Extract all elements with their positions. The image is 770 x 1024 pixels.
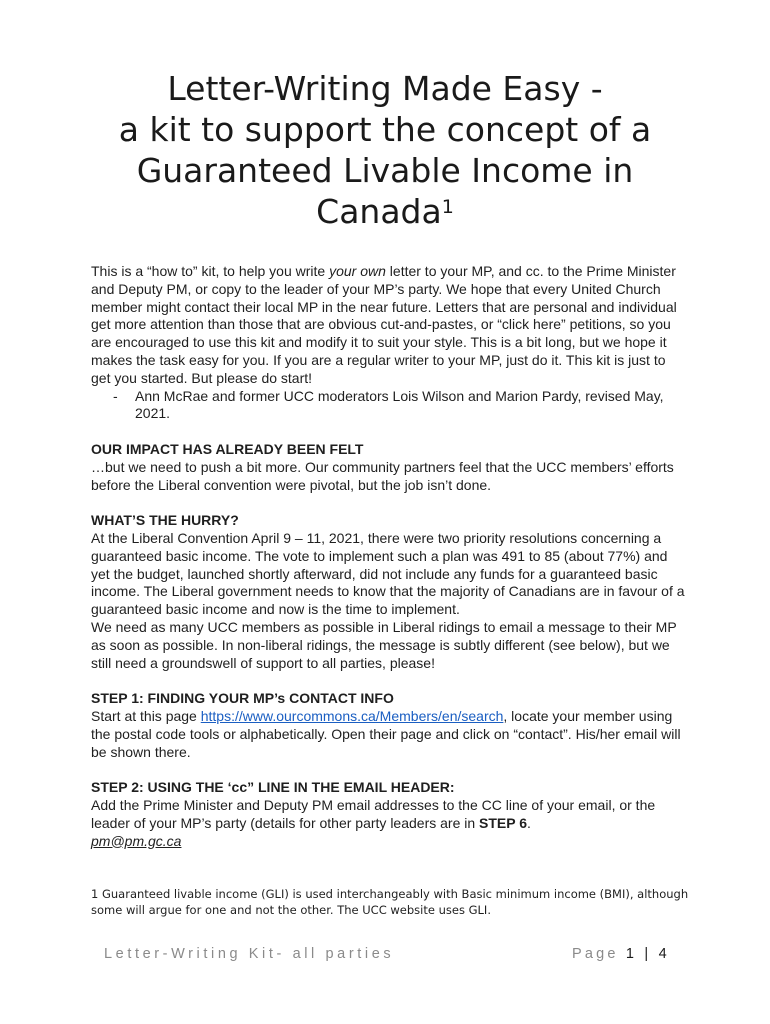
page-number: 1 | 4 bbox=[625, 946, 670, 962]
title-line-3: Guaranteed Livable Income in bbox=[136, 151, 634, 190]
step6-reference: STEP 6 bbox=[479, 814, 528, 831]
author-bullet bbox=[91, 388, 686, 424]
title-line-4: Canada bbox=[316, 192, 442, 231]
pm-email-address[interactable]: pm@pm.gc.ca bbox=[91, 832, 182, 849]
pm-email-paragraph bbox=[91, 833, 686, 851]
step1-text-before: Start at this page bbox=[91, 707, 201, 724]
intro-paragraph bbox=[91, 263, 686, 388]
step2-heading: STEP 2: USING THE ‘cc” LINE IN THE EMAIL HEADER: bbox=[91, 779, 455, 796]
impact-text: …but we need to push a bit more. Our community partners feel that the UCC members’ efforts before the Liberal convention were pivotal, but the job isn’t done. bbox=[91, 458, 674, 493]
title-line-2: a kit to support the concept of a bbox=[118, 110, 652, 149]
document-title bbox=[90, 68, 680, 232]
hurry-text-1: At the Liberal Convention April 9 – 11, 2021, there were two priority resolutions concerning a guaranteed basic income. The vote to implement such a plan was 491 to 85 (about 77%) and yet the budget, launched shortly afterward, did not include any funds for a guaranteed basic income. The Liberal government needs to know that the majority of Canadians are in favour of a guaranteed basic income and now is the time to implement. bbox=[91, 529, 685, 618]
step2-text bbox=[91, 797, 686, 833]
hurry-heading: WHAT’S THE HURRY? bbox=[91, 512, 239, 529]
footer-title: Letter-Writing Kit- all parties bbox=[104, 946, 395, 962]
impact-heading: OUR IMPACT HAS ALREADY BEEN FELT bbox=[91, 440, 364, 457]
step1-text bbox=[91, 708, 686, 761]
bullet-dash: - bbox=[113, 387, 118, 404]
intro-text-1: This is a “how to” kit, to help you write bbox=[91, 263, 330, 279]
author-attribution: Ann McRae and former UCC moderators Lois Wilson and Marion Pardy, revised May, 2021. bbox=[135, 387, 664, 422]
page-label: Page bbox=[572, 946, 626, 962]
intro-emphasis: your own bbox=[329, 263, 386, 279]
hurry-text-2: We need as many UCC members as possible in Liberal ridings to email a message to their MP as soon as possible. In non-liberal ridings, the message is subtly different (see below), but we still need a groundswell of support to all parties, please! bbox=[91, 618, 677, 671]
ourcommons-search-link[interactable]: https://www.ourcommons.ca/Members/en/search bbox=[200, 707, 504, 724]
title-line-1: Letter-Writing Made Easy - bbox=[167, 69, 603, 108]
document-body bbox=[91, 263, 686, 850]
step2-text-before: Add the Prime Minister and Deputy PM email addresses to the CC line of your email, or the leader of your MP’s party (details for other party leaders are in bbox=[91, 796, 656, 831]
step2-text-after: . bbox=[527, 814, 531, 831]
footnote: 1 Guaranteed livable income (GLI) is used interchangeably with Basic minimum income (BMI), although some will argue for one and not the other. The UCC website uses GLI. bbox=[91, 887, 689, 917]
step1-text-after: , locate your member using the postal code tools or alphabetically. Open their page and click on “contact”. His/her email will be shown there. bbox=[91, 707, 681, 760]
intro-text-2: letter to your MP, and cc. to the Prime Minister and Deputy PM, or copy to the leader of your MP’s party. We hope that every United Church member might contact their local MP in the near future. Letters that are personal and individual get more attention than those that are obvious cut-and-pastes, or “click here” petitions, so you are encouraged to use this kit and modify it to suit your style. This is a bit long, but we hope it makes the task easy for you. If you are a regular writer to your MP, just do it. This kit is just to get you started. But please do start! bbox=[91, 263, 677, 386]
footnote-reference: 1 bbox=[441, 196, 454, 218]
footer-page-number bbox=[572, 946, 670, 962]
step1-heading: STEP 1: FINDING YOUR MP’s CONTACT INFO bbox=[91, 690, 394, 707]
